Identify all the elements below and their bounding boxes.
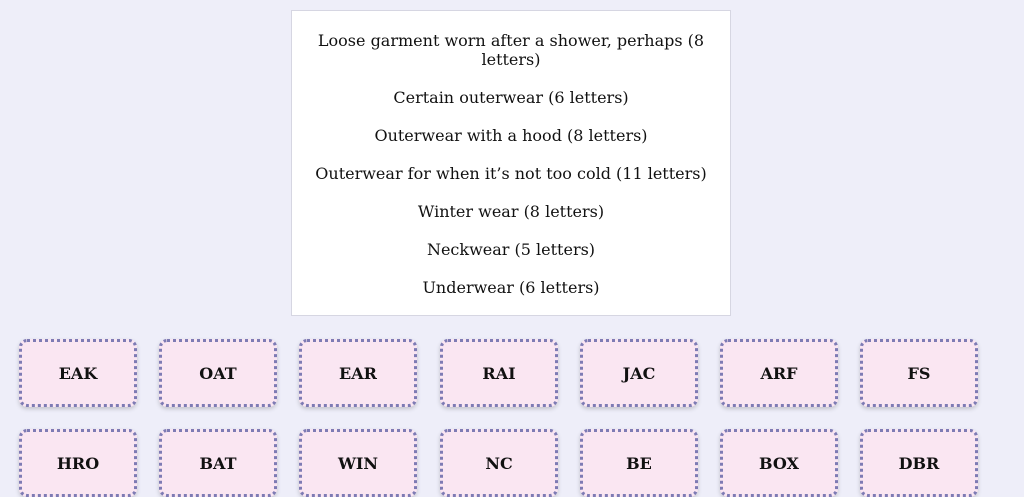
tile[interactable]: EAK — [19, 339, 137, 407]
tile[interactable]: NC — [440, 429, 558, 497]
tile[interactable]: FS — [860, 339, 978, 407]
clue-5: Winter wear (8 letters) — [417, 202, 605, 221]
clue-panel — [291, 10, 731, 316]
tile[interactable]: WIN — [299, 429, 417, 497]
clue-3: Outerwear with a hood (8 letters) — [374, 126, 648, 145]
tile[interactable]: BE — [580, 429, 698, 497]
tile[interactable]: OAT — [159, 339, 277, 407]
tile[interactable]: HRO — [19, 429, 137, 497]
tile[interactable]: RAI — [440, 339, 558, 407]
clue-2: Certain outerwear (6 letters) — [393, 88, 629, 107]
tile[interactable]: EAR — [299, 339, 417, 407]
tile[interactable]: BAT — [159, 429, 277, 497]
tile[interactable]: ARF — [720, 339, 838, 407]
clue-1: Loose garment worn after a shower, perhaps (8 letters) — [317, 31, 705, 69]
tile[interactable]: DBR — [860, 429, 978, 497]
clue-6: Neckwear (5 letters) — [426, 240, 596, 259]
clue-7: Underwear (6 letters) — [422, 278, 600, 297]
tile[interactable]: JAC — [580, 339, 698, 407]
clue-4: Outerwear for when it’s not too cold (11 letters) — [315, 164, 707, 183]
tile[interactable]: BOX — [720, 429, 838, 497]
